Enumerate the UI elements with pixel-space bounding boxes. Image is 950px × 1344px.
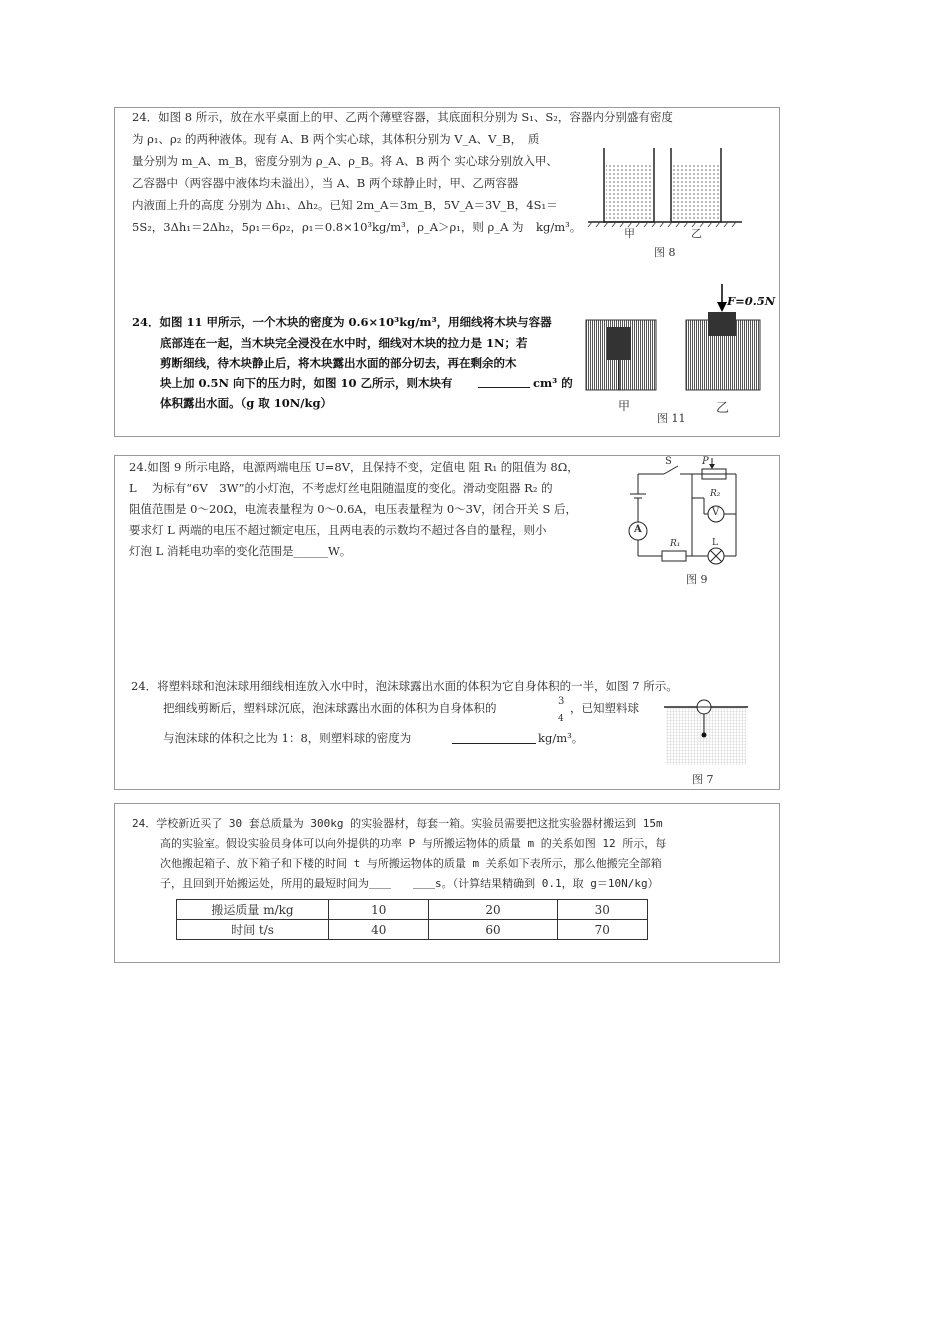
q1-line-1: 24．如图 8 所示，放在水平桌面上的甲、乙两个薄壁容器，其底面积分别为 S₁、S₂，容器内分别盛有密度	[132, 110, 673, 124]
q2-line-3: 剪断细线，待木块静止后，将木块露出水面的部分切去，再在剩余的木	[160, 356, 517, 370]
q2-line-4-tail: cm³ 的	[533, 376, 573, 390]
fig7-caption: 图 7	[692, 773, 714, 786]
fig9-caption: 图 9	[686, 573, 708, 586]
mass-time-table	[176, 899, 648, 940]
table-cell: 20	[429, 900, 557, 920]
fig11-label-yi: 乙	[716, 401, 730, 416]
q5-line-3: 次他搬起箱子、放下箱子和下楼的时间 t 与所搬运物体的质量 m 关系如下表所示，那么他搬完全部箱	[160, 857, 662, 870]
circuit-label-s: S	[665, 456, 672, 467]
table-cell: 70	[557, 920, 647, 940]
fig11-caption: 图 11	[657, 412, 686, 425]
figure-7-balls	[664, 693, 748, 767]
figure-8-containers	[584, 140, 769, 235]
q3-line-5: 灯泡 L 消耗电功率的变化范围是______W。	[129, 544, 352, 558]
circuit-label-l: L	[712, 538, 718, 548]
table-row	[177, 920, 648, 940]
q4-fraction-den: 4	[558, 714, 564, 724]
q2-line-2: 底部连在一起，当木块完全浸没在水中时，细线对木块的拉力是 1N；若	[160, 336, 528, 350]
q2-line-5: 体积露出水面。（g 取 10N/kg）	[160, 396, 333, 410]
q1-line-3: 量分别为 m_A、m_B，密度分别为 ρ_A、ρ_B。将 A、B 两个 实心球分别放入甲、	[132, 154, 558, 168]
q5-line-4: 子，且回到开始搬运处，所用的最短时间为＿＿ ＿＿s。（计算结果精确到 0.1，取 g＝10N/kg）	[160, 877, 659, 890]
circuit-label-r2: R₂	[710, 489, 721, 499]
table-cell: 10	[329, 900, 429, 920]
q4-fraction-num: 3	[558, 696, 565, 707]
q2-line-1: 24．如图 11 甲所示，一个木块的密度为 0.6×10³kg/m³，用细线将木块与容器	[132, 315, 552, 329]
table-cell: 60	[429, 920, 557, 940]
fig11-force-label: F=0.5N	[727, 294, 776, 308]
q1-line-2: 为 ρ₁、ρ₂ 的两种液体。现有 A、B 两个实心球，其体积分别为 V_A、V_B， 质	[132, 132, 540, 146]
q3-line-3: 阻值范围是 0～20Ω，电流表量程为 0～0.6A，电压表量程为 0～3V，闭合开关 S 后，	[129, 502, 577, 516]
q1-line-4: 乙容器中（两容器中液体均未溢出），当 A、B 两个球静止时，甲、乙两容器	[132, 176, 519, 190]
q3-line-4: 要求灯 L 两端的电压不超过额定电压，且两电表的示数均不超过各自的量程，则小	[129, 523, 547, 537]
q3-line-1: 24.如图 9 所示电路，电源两端电压 U=8V，且保持不变，定值电 阻 R₁ 的阻值为 8Ω，	[129, 460, 579, 474]
table-cell: 40	[329, 920, 429, 940]
q1-line-5: 内液面上升的高度 分别为 Δh₁、Δh₂。已知 2m_A＝3m_B，5V_A＝3V_B，4S₁＝	[132, 198, 558, 212]
q1-line-7: kg/m³。	[536, 220, 582, 234]
q1-line-6: 5S₂，3Δh₁＝2Δh₂，5ρ₁＝6ρ₂，ρ₁＝0.8×10³kg/m³，ρ_A＞ρ₁，则 ρ_A 为	[132, 220, 524, 234]
fig8-caption: 图 8	[654, 246, 676, 259]
q4-line-3: 与泡沫球的体积之比为 1：8，则塑料球的密度为	[163, 731, 412, 745]
q4-line-3-tail: kg/m³。	[538, 731, 584, 745]
circuit-label-v: V	[712, 507, 720, 518]
q4-answer-blank	[452, 743, 536, 744]
q4-line-1: 24．将塑料球和泡沫球用细线相连放入水中时，泡沫球露出水面的体积为它自身体积的一半，如图 7 所示。	[131, 679, 678, 693]
q5-line-2: 高的实验室。假设实验员身体可以向外提供的功率 P 与所搬运物体的质量 m 的关系如图 12 所示，每	[160, 837, 667, 850]
q4-line-2-tail: ，已知塑料球	[570, 701, 639, 715]
q5-line-1: 24．学校新近买了 30 套总质量为 300kg 的实验器材，每套一箱。实验员需要把这批实验器材搬运到 15m	[132, 817, 663, 830]
q3-line-2: L 为标有“6V 3W”的小灯泡，不考虑灯丝电阻随温度的变化。滑动变阻器 R₂ 的	[129, 481, 553, 495]
circuit-label-p: P	[702, 456, 709, 467]
q4-line-2: 把细线剪断后，塑料球沉底，泡沫球露出水面的体积为自身体积的	[163, 701, 497, 715]
fig11-label-jia: 甲	[618, 399, 631, 413]
q2-answer-blank	[478, 387, 530, 388]
table-row	[177, 900, 648, 920]
q2-line-4: 块上加 0.5N 向下的压力时，如图 10 乙所示，则木块有	[160, 376, 453, 390]
fig8-label-jia: 甲	[624, 227, 635, 240]
fig8-label-yi: 乙	[691, 227, 702, 240]
table-header-time: 时间 t/s	[177, 920, 329, 940]
circuit-label-a: A	[634, 524, 642, 535]
table-header-mass: 搬运质量 m/kg	[177, 900, 329, 920]
table-cell: 30	[557, 900, 647, 920]
figure-9-circuit	[626, 458, 746, 568]
circuit-label-r1: R₁	[670, 539, 681, 549]
